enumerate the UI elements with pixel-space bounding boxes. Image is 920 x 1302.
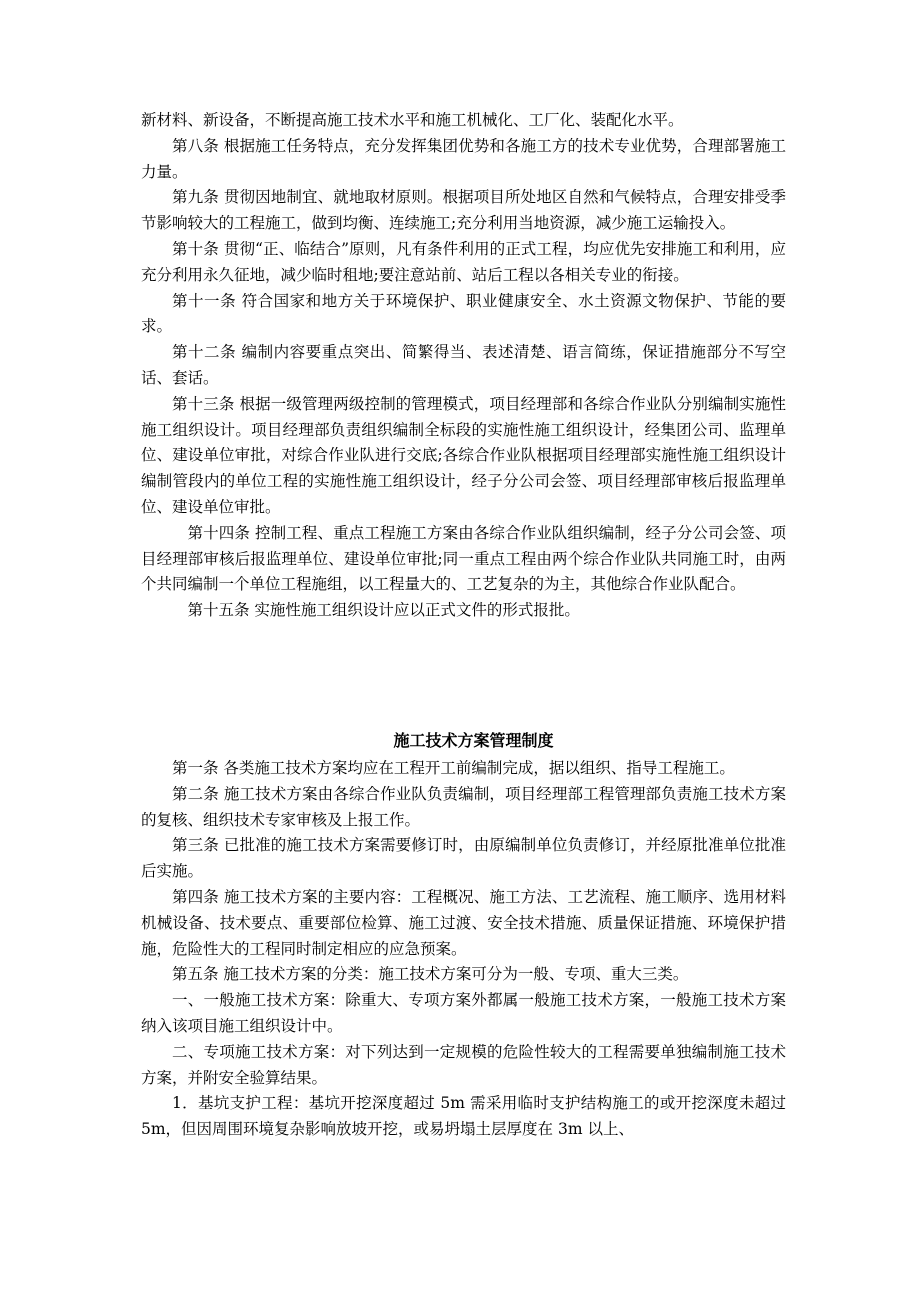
section-construction-organization	[141, 108, 786, 624]
article-15: 第十五条 实施性施工组织设计应以正式文件的形式报批。	[187, 601, 580, 620]
section-technical-plan-management	[141, 728, 786, 1143]
section-spacer	[141, 624, 786, 728]
article-9: 第九条 贯彻因地制宜、就地取材原则。根据项目所处地区自然和气候特点，合理安排受季节影响较大的工程施工，做到均衡、连续施工;充分利用当地资源，减少施工运输投入。	[141, 188, 786, 233]
article-2: 第二条 施工技术方案由各综合作业队负责编制，项目经理部工程管理部负责施工技术方案的复核、组织技术专家审核及上报工作。	[141, 784, 786, 829]
article-1: 第一条 各类施工技术方案均应在工程开工前编制完成，据以组织、指导工程施工。	[172, 758, 735, 777]
article-14: 第十四条 控制工程、重点工程施工方案由各综合作业队组织编制，经子分公司会签、项目经理部审核后报监理单位、建设单位审批;同一重点工程由两个综合作业队共同施工时，由两个共同编制一个单位工程施组，以工程量大的、工艺复杂的为主，其他综合作业队配合。	[141, 523, 786, 594]
article-10: 第十条 贯彻“正、临结合”原则，凡有条件利用的正式工程，均应优先安排施工和利用，应充分利用永久征地，减少临时租地;要注意站前、站后工程以各相关专业的衔接。	[141, 239, 786, 284]
item-special-plan: 二、专项施工技术方案：对下列达到一定规模的危险性较大的工程需要单独编制施工技术方案，并附安全验算结果。	[141, 1042, 786, 1087]
article-8: 第八条 根据施工任务特点，充分发挥集团优势和各施工方的技术专业优势，合理部署施工力量。	[141, 136, 786, 181]
article-3: 第三条 已批准的施工技术方案需要修订时，由原编制单位负责修订，并经原批准单位批准后实施。	[141, 836, 786, 881]
article-11: 第十一条 符合国家和地方关于环境保护、职业健康安全、水土资源文物保护、节能的要求。	[141, 291, 786, 336]
article-4: 第四条 施工技术方案的主要内容：工程概况、施工方法、工艺流程、施工顺序、选用材料机械设备、技术要点、重要部位检算、施工过渡、安全技术措施、质量保证措施、环境保护措施，危险性大的工程同时制定相应的应急预案。	[141, 887, 786, 958]
paragraph: 新材料、新设备，不断提高施工技术水平和施工机械化、工厂化、装配化水平。	[141, 111, 684, 129]
article-13: 第十三条 根据一级管理两级控制的管理模式，项目经理部和各综合作业队分别编制实施性施工组织设计。项目经理部负责组织编制全标段的实施性施工组织设计，经集团公司、监理单位、建设单位审批，对综合作业队进行交底;各综合作业队根据项目经理部实施性施工组织设计编制管段内的单位工程的实施性施工组织设计，经子分公司会签、项目经理部审核后报监理单位、建设单位审批。	[141, 394, 786, 516]
document-page	[141, 108, 786, 1143]
section-title: 施工技术方案管理制度	[393, 730, 554, 750]
article-5: 第五条 施工技术方案的分类：施工技术方案可分为一般、专项、重大三类。	[172, 965, 689, 984]
article-12: 第十二条 编制内容要重点突出、简繁得当、表述清楚、语言简练，保证措施部分不写空话、套话。	[141, 343, 786, 387]
item-general-plan: 一、一般施工技术方案：除重大、专项方案外都属一般施工技术方案，一般施工技术方案纳入该项目施工组织设计中。	[141, 991, 786, 1035]
item-foundation-pit: 1．基坑支护工程：基坑开挖深度超过 5m 需采用临时支护结构施工的或开挖深度未超过 5m，但因周围环境复杂影响放坡开挖，或易坍塌土层厚度在 3m 以上、	[141, 1094, 786, 1139]
